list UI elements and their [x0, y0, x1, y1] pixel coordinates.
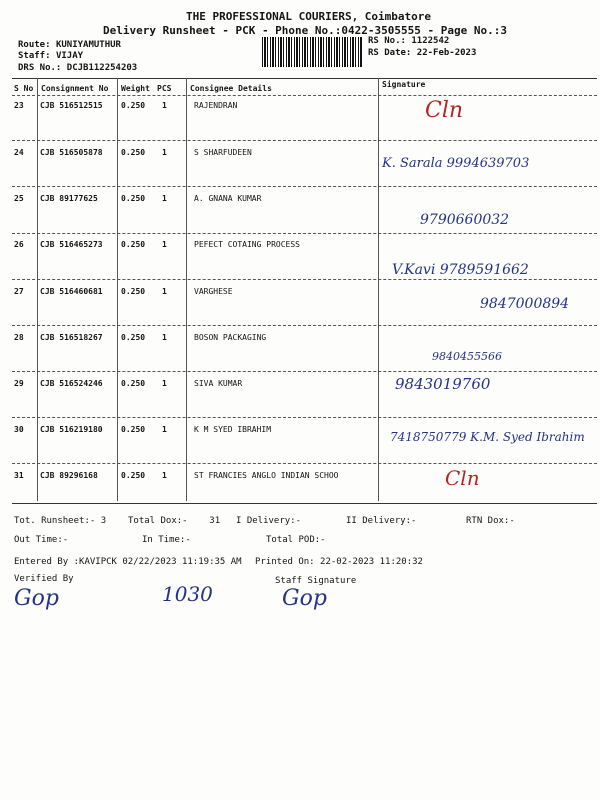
row-signature: Cln: [425, 98, 464, 123]
row-consignee: SIVA KUMAR: [194, 379, 243, 388]
row-consignee: K M SYED IBRAHIM: [194, 425, 272, 434]
row-pcs: 1: [162, 148, 167, 157]
row-rule: [12, 186, 597, 187]
row-consignment: CJB 516460681: [40, 287, 103, 296]
rtn-dox: RTN Dox:-: [466, 516, 515, 526]
drs-line: DRS No.: DCJB112254203: [18, 63, 138, 73]
row-consignment: CJB 516465273: [40, 240, 103, 249]
row-sno: 23: [14, 101, 24, 110]
row-consignment: CJB 516219180: [40, 425, 103, 434]
row-consignment: CJB 516512515: [40, 101, 103, 110]
row-consignment: CJB 516505878: [40, 148, 103, 157]
table-top-rule: [12, 78, 597, 79]
header-rule: [12, 95, 597, 96]
route-line: Route: KUNIYAMUTHUR: [18, 40, 121, 50]
row-signature: 9840455566: [432, 350, 502, 363]
col-header-consignee: Consignee Details: [190, 84, 272, 93]
row-consignment: CJB 89296168: [40, 471, 98, 480]
initials-signature: 1030: [162, 582, 213, 606]
row-pcs: 1: [162, 240, 167, 249]
ii-delivery: II Delivery:-: [346, 516, 417, 526]
row-weight: 0.250: [121, 148, 146, 157]
col-header-pcs: PCS: [157, 84, 172, 93]
row-consignee: ST FRANCIES ANGLO INDIAN SCHOO: [194, 471, 339, 480]
row-consignee: A. GNANA KUMAR: [194, 194, 262, 203]
rs-no-line: RS No.: 1122542: [368, 36, 450, 46]
staff-line: Staff: VIJAY: [18, 51, 84, 61]
row-rule: [12, 463, 597, 464]
row-sno: 24: [14, 148, 24, 157]
row-weight: 0.250: [121, 101, 146, 110]
col-divider: [378, 78, 379, 501]
row-consignee: PEFECT COTAING PROCESS: [194, 240, 300, 249]
in-time: In Time:-: [142, 535, 191, 545]
verified-by-label: Verified By: [14, 574, 74, 584]
row-consignee: RAJENDRAN: [194, 101, 238, 110]
row-rule: [12, 140, 597, 141]
row-weight: 0.250: [121, 240, 146, 249]
row-signature: V.Kavi 9789591662: [392, 262, 529, 278]
row-consignment: CJB 516524246: [40, 379, 103, 388]
row-pcs: 1: [162, 425, 167, 434]
row-sno: 28: [14, 333, 24, 342]
row-pcs: 1: [162, 379, 167, 388]
row-rule: [12, 325, 597, 326]
row-rule: [12, 233, 597, 234]
col-header-consignment: Consignment No: [41, 84, 109, 93]
row-signature: K. Sarala 9994639703: [382, 156, 530, 171]
col-header-weight: Weight: [121, 84, 150, 93]
row-pcs: 1: [162, 101, 167, 110]
company-name: THE PROFESSIONAL COURIERS, Coimbatore: [186, 10, 432, 23]
i-delivery: I Delivery:-: [236, 516, 302, 526]
row-rule: [12, 279, 597, 280]
row-signature: 7418750779 K.M. Syed Ibrahim: [390, 430, 585, 444]
row-sno: 30: [14, 425, 24, 434]
staff-signature: Gop: [282, 586, 327, 611]
row-sno: 26: [14, 240, 24, 249]
row-sno: 27: [14, 287, 24, 296]
col-divider: [186, 78, 187, 501]
row-consignment: CJB 89177625: [40, 194, 98, 203]
entered-by: Entered By :KAVIPCK 02/22/2023 11:19:35 AM: [14, 557, 242, 567]
row-weight: 0.250: [121, 471, 146, 480]
col-header-sno: S No: [14, 84, 34, 93]
row-consignee: VARGHESE: [194, 287, 233, 296]
row-sno: 31: [14, 471, 24, 480]
row-pcs: 1: [162, 287, 167, 296]
staff-signature-label: Staff Signature: [275, 576, 357, 586]
total-pod: Total POD:-: [266, 535, 326, 545]
out-time: Out Time:-: [14, 535, 69, 545]
row-weight: 0.250: [121, 287, 146, 296]
printed-on: Printed On: 22-02-2023 11:20:32: [255, 557, 423, 567]
col-divider: [117, 78, 118, 501]
row-sno: 25: [14, 194, 24, 203]
row-signature: 9790660032: [420, 212, 510, 228]
row-weight: 0.250: [121, 379, 146, 388]
row-weight: 0.250: [121, 333, 146, 342]
col-divider: [37, 78, 38, 501]
row-weight: 0.250: [121, 425, 146, 434]
row-pcs: 1: [162, 471, 167, 480]
row-consignee: S SHARFUDEEN: [194, 148, 252, 157]
row-signature: 9843019760: [395, 375, 491, 393]
rs-date-line: RS Date: 22-Feb-2023: [368, 48, 477, 58]
verified-signature: Gop: [14, 586, 59, 611]
row-signature: 9847000894: [480, 296, 570, 312]
row-consignment: CJB 516518267: [40, 333, 103, 342]
row-pcs: 1: [162, 333, 167, 342]
row-sno: 29: [14, 379, 24, 388]
col-header-signature: Signature: [382, 80, 426, 89]
runsheet-subtitle: Delivery Runsheet - PCK - Phone No.:0422-3505555 - Page No.:3: [103, 24, 507, 37]
total-runsheet: Tot. Runsheet:- 3: [14, 516, 107, 526]
row-rule: [12, 371, 597, 372]
row-weight: 0.250: [121, 194, 146, 203]
table-bottom-rule: [12, 503, 597, 504]
total-dox: Total Dox:- 31: [128, 516, 221, 526]
barcode: [262, 37, 362, 67]
row-pcs: 1: [162, 194, 167, 203]
row-consignee: BOSON PACKAGING: [194, 333, 267, 342]
row-rule: [12, 417, 597, 418]
row-signature: Cln: [445, 466, 480, 490]
